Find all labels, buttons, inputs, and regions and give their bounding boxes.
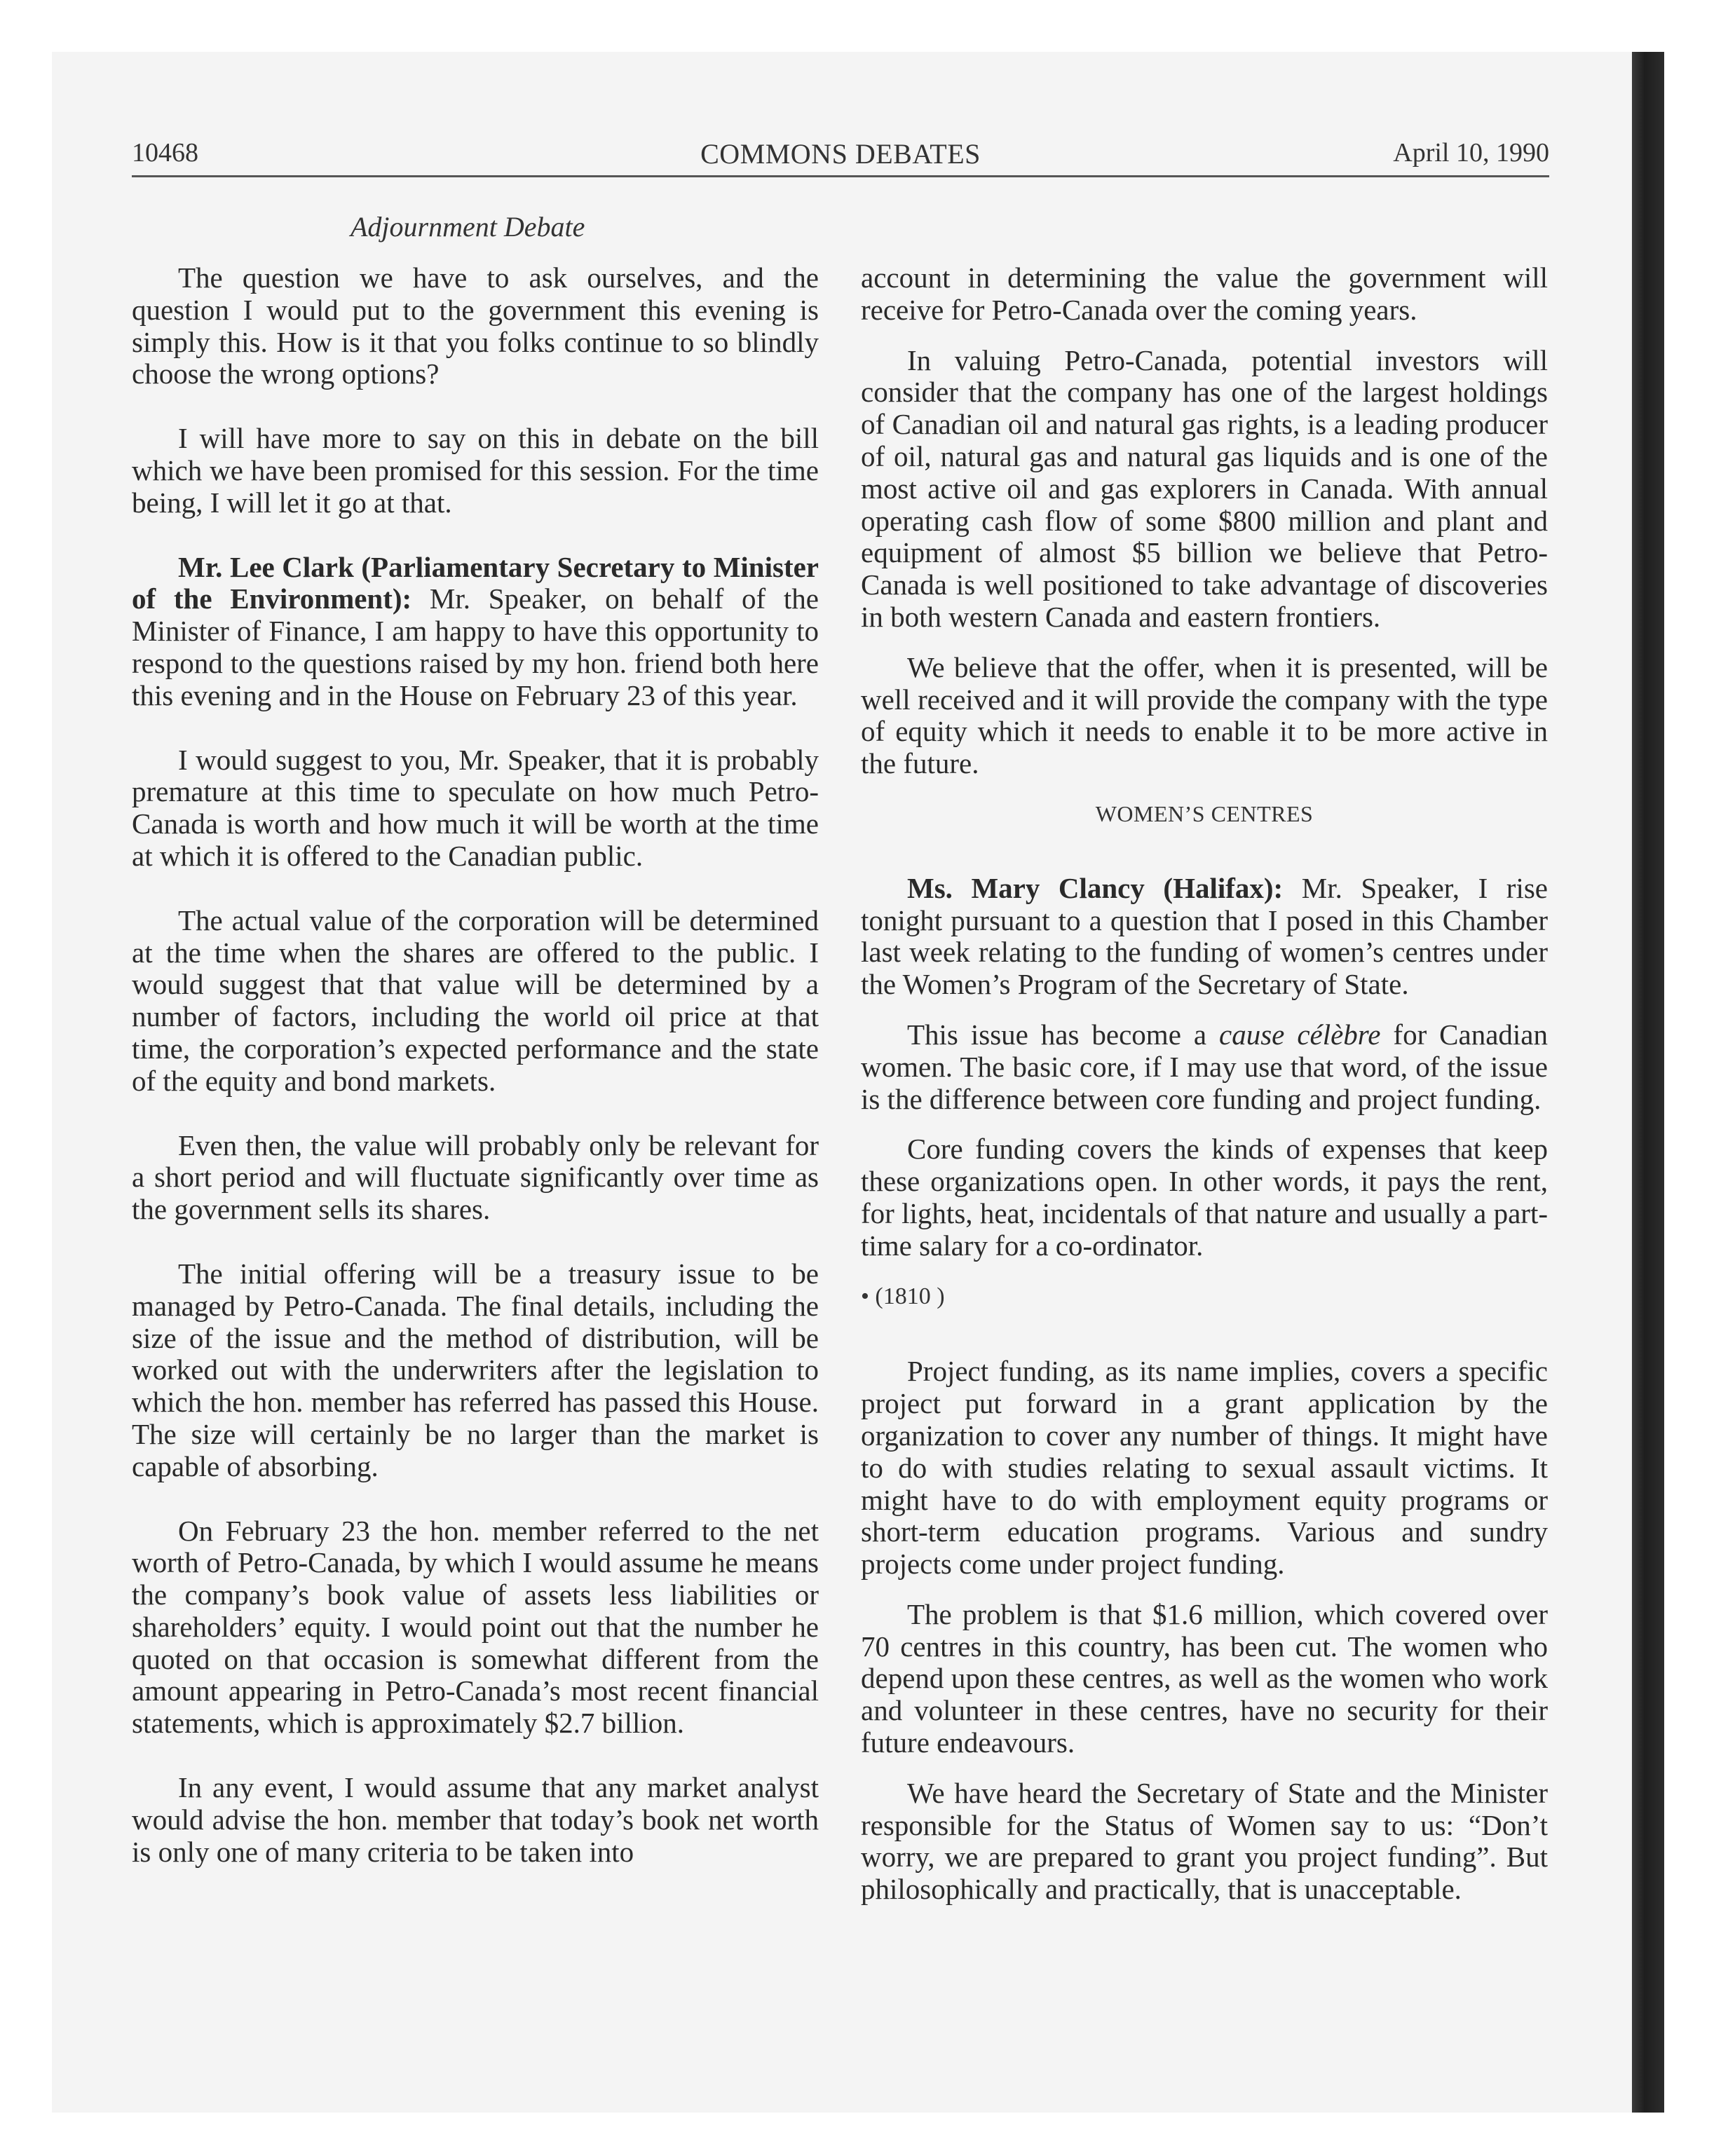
paragraph: I would suggest to you, Mr. Speaker, that it is probably premature at this time to speculate on how much Petro-Canada is worth and how much it will be worth at the time at which it is offered to the Canadian public. <box>132 743 819 872</box>
publication-title: COMMONS DEBATES <box>700 138 981 170</box>
paragraph: Even then, the value will probably only be relevant for a short period and will fluctuate significantly over time as the government sells its shares. <box>132 1128 819 1226</box>
text-run: This issue has become a <box>907 1018 1220 1051</box>
text-run: for Canadian women. The basic core, if I may use that word, of the issue is the difference between core funding and project funding. <box>861 1018 1549 1115</box>
paragraph-continued: account in determining the value the government will receive for Petro-Canada over the coming years. <box>861 261 1548 326</box>
italic-phrase: cause célèbre <box>1219 1018 1381 1051</box>
section-label: Adjournment Debate <box>351 211 585 243</box>
paragraph: The actual value of the corporation will be determined at the time when the shares are offered to the public. I would suggest that that value will be determined by a number of factors, including the world oil price at that time, the corporation’s expected performance and the state of the equity and bond markets. <box>132 903 819 1097</box>
speaker-paragraph <box>861 873 1548 1001</box>
paragraph: On February 23 the hon. member referred to the net worth of Petro-Canada, by which I would assume he means the company’s book value of assets less liabilities or shareholders’ equity. I would point out that the number he quoted on that occasion is somewhat different from the amount appearing in Petro-Canada’s most recent financial statements, which is approximately $2.7 billion. <box>132 1514 819 1740</box>
page-number: 10468 <box>132 138 198 168</box>
section-heading: WOMEN’S CENTRES <box>1095 800 1314 826</box>
page-date: April 10, 1990 <box>1393 138 1549 168</box>
paragraph: In any event, I would assume that any market analyst would advise the hon. member that today’s book net worth is only one of many criteria to be taken into <box>132 1771 819 1868</box>
speaker-name: Ms. Mary Clancy (Halifax): <box>907 871 1284 904</box>
paragraph: We have heard the Secretary of State and the Minister responsible for the Status of Women say to us: “Don’t worry, we are prepared to grant you project funding”. But philosophically and practically, that is unacceptable. <box>861 1776 1548 1906</box>
speech-text: Mr. Speaker, I rise tonight pursuant to a question that I posed in this Chamber last week relating to the funding of women’s centres under the Women’s Program of the Secretary of State. <box>861 871 1548 1001</box>
paragraph: The initial offering will be a treasury issue to be managed by Petro-Canada. The final details, including the size of the issue and the method of distribution, will be worked out with the underwriters after the legislation to which the hon. member has referred has passed this House. The size will certainly be no larger than the market is capable of absorbing. <box>132 1257 819 1482</box>
paragraph: Project funding, as its name implies, covers a specific project put forward in a grant application by the organization to cover any number of things. It might have to do with studies relating to sexual assault victims. It might have to do with employment equity programs or short-term education programs. Various and sundry projects come under project funding. <box>861 1355 1548 1581</box>
paragraph: I will have more to say on this in debate on the bill which we have been promised for this session. For the time being, I will let it go at that. <box>132 422 819 519</box>
paragraph <box>861 1019 1548 1115</box>
paragraph: The question we have to ask ourselves, and the question I would put to the government this evening is simply this. How is it that you folks continue to so blindly choose the wrong options? <box>132 261 819 390</box>
speaker-name: Mr. Lee Clark (Parliamentary Secretary to Minister of the Environment): <box>132 550 819 615</box>
paragraph: We believe that the offer, when it is presented, will be well received and it will provide the company with the type of equity which it needs to enable it to be more active in the future. <box>861 650 1548 780</box>
binding-edge <box>1632 52 1664 2113</box>
speech-text: Mr. Speaker, on behalf of the Minister of Finance, I am happy to have this opportunity to respond to the questions raised by my hon. friend both here this evening and in the House on February 23 of this year. <box>132 582 819 711</box>
time-marker: • (1810 ) <box>861 1283 945 1309</box>
speaker-paragraph <box>132 552 819 712</box>
left-column <box>132 262 819 1900</box>
page-header <box>132 137 1549 172</box>
header-rule <box>132 175 1549 177</box>
paragraph: The problem is that $1.6 million, which covered over 70 centres in this country, has been cut. The women who depend upon these centres, as well as the women who work and volunteer in these centres, have no security for their future endeavours. <box>861 1597 1548 1759</box>
paragraph: In valuing Petro-Canada, potential investors will consider that the company has one of the largest holdings of Canadian oil and natural gas rights, is a leading producer of oil, natural gas and natural gas liquids and is one of the most active oil and gas explorers in Canada. With annual operating cash flow of some $800 million and plant and equipment of almost $5 billion we believe that Petro-Canada is well positioned to take advantage of discoveries in both western Canada and eastern frontiers. <box>861 343 1548 633</box>
right-column <box>861 262 1548 1924</box>
paragraph: Core funding covers the kinds of expenses that keep these organizations open. In other words, it pays the rent, for lights, heat, incidentals of that nature and usually a part-time salary for a co-ordinator. <box>861 1133 1548 1262</box>
